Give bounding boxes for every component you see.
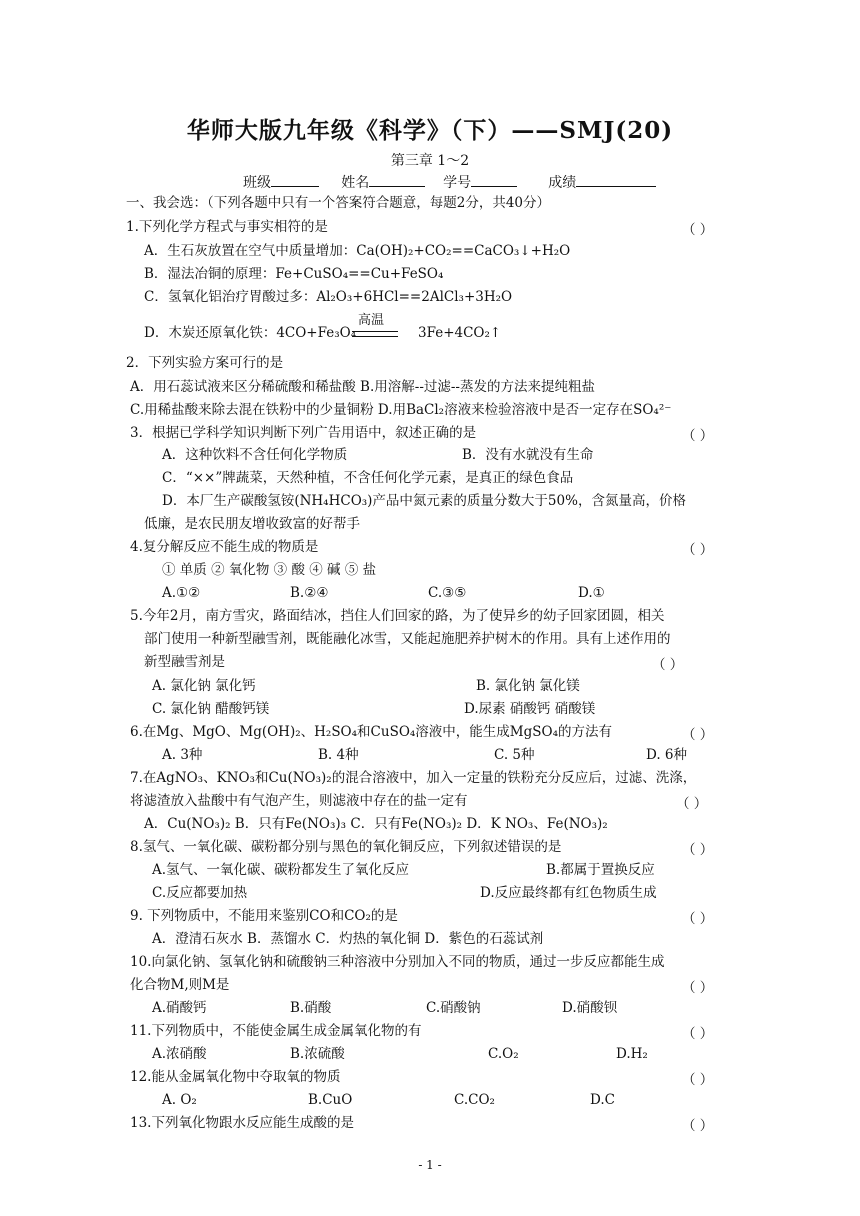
option-d: D.C — [590, 1092, 615, 1108]
option-b: B.都属于置换反应 — [546, 862, 655, 878]
option-b: B．湿法冶铜的原理：Fe+CuSO₄==Cu+FeSO₄ — [144, 266, 444, 282]
name-label: 姓名 — [341, 175, 370, 191]
option-c: C.反应都要加热 — [152, 885, 248, 901]
question-1-stem: 1.下列化学方程式与事实相符的是 — [126, 219, 328, 235]
options-row: A．澄清石灰水 B．蒸馏水 C．灼热的氧化铜 D．紫色的石蕊试剂 — [152, 931, 544, 947]
option-d: D.尿素 硝酸钙 硝酸镁 — [464, 701, 596, 717]
question-6-stem: 6.在Mg、MgO、Mg(OH)₂、H₂SO₄和CuSO₄溶液中，能生成MgSO₄的方法有 — [130, 724, 612, 740]
question-5-stem-cont: 部门使用一种新型融雪剂，既能融化冰雪，又能起施肥养护树木的作用。具有上述作用的 — [144, 631, 671, 647]
option-d: D. 6种 — [646, 747, 688, 763]
option-d: D．本厂生产碳酸氢铵(NH₄HCO₃)产品中氮元素的质量分数大于50%，含氮量高，价格 — [162, 493, 686, 509]
option-c: C.③⑤ — [428, 585, 467, 601]
option-cd: C.用稀盐酸来除去混在铁粉中的少量铜粉 D.用BaCl₂溶液来检验溶液中是否一定存在SO₄²⁻ — [130, 402, 672, 418]
option-a: A.硝酸钙 — [152, 1000, 207, 1016]
question-2-stem: 2．下列实验方案可行的是 — [126, 355, 284, 371]
option-c: C.硝酸钠 — [426, 1000, 481, 1016]
option-a: A．生石灰放置在空气中质量增加：Ca(OH)₂+CO₂==CaCO₃↓+H₂O — [144, 243, 571, 259]
answer-blank[interactable]: （ ） — [682, 911, 714, 927]
option-b: B.CuO — [308, 1092, 353, 1108]
answer-blank[interactable]: （ ） — [682, 222, 714, 238]
answer-blank[interactable]: （ ） — [682, 727, 714, 743]
option-d: D.硝酸钡 — [562, 1000, 618, 1016]
option-d: D.H₂ — [616, 1046, 648, 1062]
score-field[interactable] — [576, 172, 656, 187]
option-c: C.O₂ — [488, 1046, 519, 1062]
option-a: A.氢气、一氧化碳、碳粉都发生了氧化反应 — [152, 862, 410, 878]
option-b: B.浓硫酸 — [290, 1046, 345, 1062]
option-c: C.CO₂ — [454, 1092, 495, 1108]
answer-blank[interactable]: （ ） — [682, 1026, 714, 1042]
option-a: A.浓硝酸 — [152, 1046, 207, 1062]
answer-blank[interactable]: （ ） — [682, 1072, 714, 1088]
question-8-stem: 8.氢气、一氧化碳、碳粉都分别与黑色的氧化铜反应，下列叙述错误的是 — [130, 839, 562, 855]
option-c: C. 5种 — [494, 747, 535, 763]
reaction-condition: 高温 — [358, 313, 385, 328]
question-7-stem: 7.在AgNO₃、KNO₃和Cu(NO₃)₂的混合溶液中，加入一定量的铁粉充分反应后，过滤、洗涤， — [130, 770, 697, 786]
option-a: A. 3种 — [162, 747, 203, 763]
option-ab: A．用石蕊试液来区分稀硫酸和稀盐酸 B.用溶解--过滤--蒸发的方法来提纯粗盐 — [130, 379, 595, 395]
question-13-stem: 13.下列氧化物跟水反应能生成酸的是 — [130, 1115, 354, 1131]
question-4-stem: 4.复分解反应不能生成的物质是 — [130, 539, 319, 555]
option-c: C．氢氧化铝治疗胃酸过多：Al₂O₃+6HCl==2AlCl₃+3H₂O — [144, 289, 513, 305]
question-11-stem: 11.下列物质中，不能使金属生成金属氧化物的有 — [130, 1023, 422, 1039]
answer-blank[interactable]: （ ） — [682, 842, 714, 858]
option-d-cont: 低廉，是农民朋友增收致富的好帮手 — [144, 516, 360, 532]
question-10-stem: 10.向氯化钠、氢氧化钠和硫酸钠三种溶液中分别加入不同的物质，通过一步反应都能生成 — [130, 954, 665, 970]
answer-blank[interactable]: （ ） — [682, 1118, 714, 1134]
option-b: B.硝酸 — [290, 1000, 332, 1016]
question-10-stem-cont: 化合物M,则M是 — [130, 977, 230, 993]
question-3-stem: 3．根据已学科学知识判断下列广告用语中，叙述正确的是 — [130, 425, 477, 441]
option-d: D.反应最终都有红色物质生成 — [480, 885, 657, 901]
option-a: A.①② — [162, 585, 201, 601]
option-c: C. 氯化钠 醋酸钙镁 — [152, 701, 270, 717]
option-b: B．没有水就没有生命 — [462, 447, 594, 463]
option-b: B. 4种 — [318, 747, 359, 763]
answer-blank[interactable]: （ ） — [682, 428, 714, 444]
question-5-stem-cont: 新型融雪剂是 — [144, 654, 225, 670]
options-row: A．Cu(NO₃)₂ B．只有Fe(NO₃)₃ C．只有Fe(NO₃)₂ D．K NO₃、Fe(NO₃)₂ — [144, 816, 608, 832]
option-d-products: 3Fe+4CO₂↑ — [418, 325, 502, 341]
option-b: B. 氯化钠 氯化镁 — [476, 678, 580, 694]
question-5-stem: 5.今年2月，南方雪灾，路面结冰，挡住人们回家的路，为了使异乡的幼子回家团圆，相关 — [130, 608, 665, 624]
option-a: A. 氯化钠 氯化钙 — [152, 678, 256, 694]
chapter-label: 第三章 1～2 — [390, 153, 470, 169]
answer-blank[interactable]: （ ） — [676, 796, 708, 812]
score-label: 成绩 — [548, 175, 577, 191]
student-info-row — [243, 172, 656, 192]
question-9-stem: 9. 下列物质中，不能用来鉴别CO和CO₂的是 — [130, 908, 398, 924]
id-field[interactable] — [471, 172, 517, 187]
option-a: A. O₂ — [162, 1092, 197, 1108]
option-a: A．这种饮料不含任何化学物质 — [162, 447, 348, 463]
page-title: 华师大版九年级《科学》（下）——SMJ(20) — [186, 117, 674, 144]
answer-blank[interactable]: （ ） — [682, 542, 714, 558]
option-b: B.②④ — [290, 585, 329, 601]
name-field[interactable] — [369, 172, 425, 187]
section-heading: 一、我会选：（下列各题中只有一个答案符合题意，每题2分，共40分） — [126, 195, 551, 211]
class-label: 班级 — [243, 175, 271, 191]
option-d: D．木炭还原氧化铁：4CO+Fe₃O₄ — [144, 325, 357, 341]
answer-blank[interactable]: （ ） — [682, 980, 714, 996]
id-label: 学号 — [443, 175, 472, 191]
question-7-stem-cont: 将滤渣放入盐酸中有气泡产生，则滤液中存在的盐一定有 — [130, 793, 468, 809]
equals-sign — [352, 331, 398, 337]
option-c: C．“××”牌蔬菜，天然种植，不含任何化学元素，是真正的绿色食品 — [162, 470, 574, 486]
page-number: - 1 - — [418, 1158, 442, 1172]
item-list: ① 单质 ② 氧化物 ③ 酸 ④ 碱 ⑤ 盐 — [162, 562, 377, 578]
question-12-stem: 12.能从金属氧化物中夺取氧的物质 — [130, 1069, 341, 1085]
answer-blank[interactable]: （ ） — [652, 657, 684, 673]
option-d: D.① — [578, 585, 605, 601]
class-field[interactable] — [271, 172, 319, 187]
